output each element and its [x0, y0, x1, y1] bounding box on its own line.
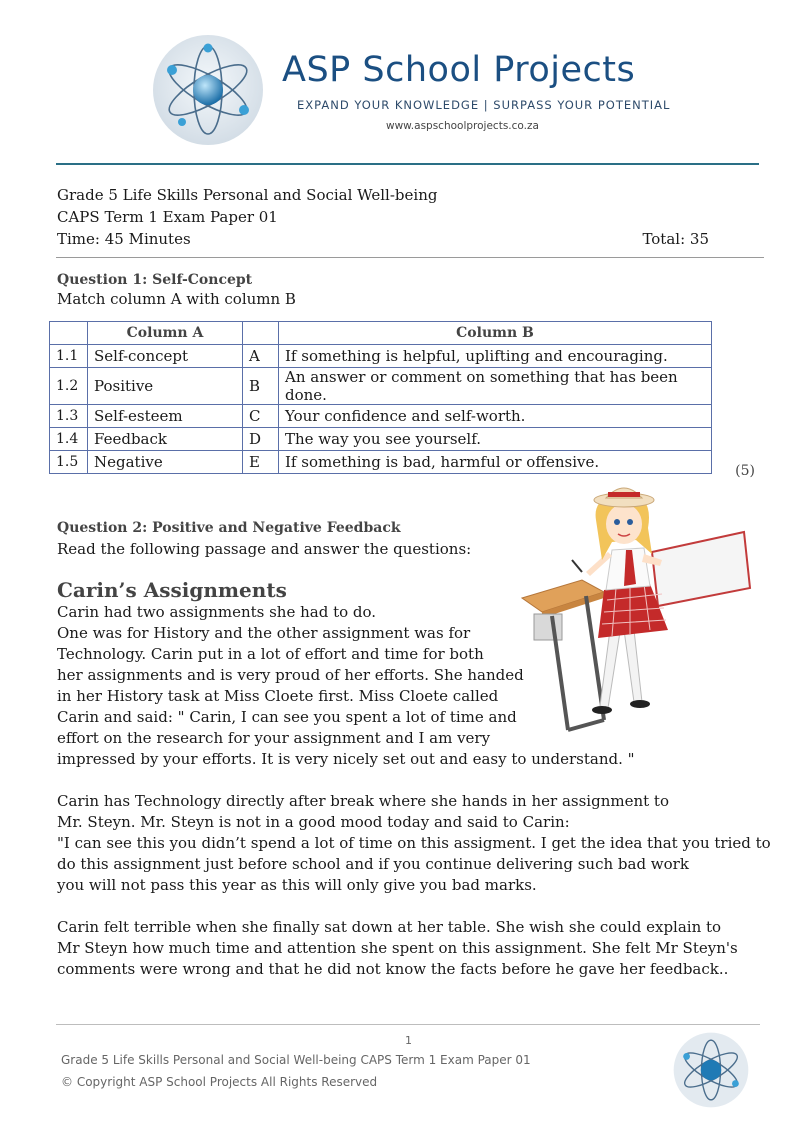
- table-row: [50, 451, 712, 474]
- footer-divider: [56, 1024, 760, 1025]
- paper-subtitle: CAPS Term 1 Exam Paper 01: [57, 208, 278, 226]
- passage-line: Carin had two assignments she had to do.: [57, 603, 377, 621]
- table-header-row: [50, 322, 712, 345]
- header-divider: [56, 163, 759, 165]
- passage-line: impressed by your efforts. It is very nicely set out and easy to understand. ": [57, 750, 635, 768]
- passage-line: do this assignment just before school and if you continue delivering such bad work: [57, 855, 689, 873]
- row-number: 1.2: [50, 368, 88, 405]
- question2-instruction: Read the following passage and answer the questions:: [57, 540, 472, 558]
- column-a-header: Column A: [88, 322, 243, 345]
- question2-heading: Question 2: Positive and Negative Feedback: [57, 520, 401, 536]
- passage-line: Carin felt terrible when she finally sat down at her table. She wish she could explain to: [57, 918, 722, 936]
- row-definition: Your confidence and self-worth.: [279, 405, 712, 428]
- brand-website: www.aspschoolprojects.co.za: [386, 120, 539, 132]
- info-divider: [56, 257, 764, 258]
- passage-line: Carin has Technology directly after break where she hands in her assignment to: [57, 792, 669, 810]
- passage-line: in her History task at Miss Cloete first. Miss Cloete called: [57, 687, 499, 705]
- row-term: Feedback: [88, 428, 243, 451]
- passage-line: Mr Steyn how much time and attention she spent on this assignment. She felt Mr Steyn's: [57, 939, 738, 957]
- row-term: Self-concept: [88, 345, 243, 368]
- matching-table: [49, 321, 712, 474]
- row-number: 1.5: [50, 451, 88, 474]
- paper-total: Total: 35: [642, 230, 709, 248]
- question1-marks: (5): [735, 463, 755, 479]
- row-definition: The way you see yourself.: [279, 428, 712, 451]
- row-term: Negative: [88, 451, 243, 474]
- row-letter: A: [243, 345, 279, 368]
- passage-line: One was for History and the other assignment was for: [57, 624, 471, 642]
- row-letter: C: [243, 405, 279, 428]
- brand-title: ASP School Projects: [282, 50, 636, 90]
- row-definition: If something is helpful, uplifting and encouraging.: [279, 345, 712, 368]
- column-b-header: Column B: [279, 322, 712, 345]
- row-term: Positive: [88, 368, 243, 405]
- atom-logo-icon: [152, 34, 264, 146]
- row-letter: B: [243, 368, 279, 405]
- paper-title: Grade 5 Life Skills Personal and Social Well-being: [57, 186, 438, 204]
- footer-title: Grade 5 Life Skills Personal and Social Well-being CAPS Term 1 Exam Paper 01: [61, 1053, 531, 1067]
- question1-heading: Question 1: Self-Concept: [57, 272, 253, 288]
- paper-time: Time: 45 Minutes: [57, 230, 191, 248]
- table-row: [50, 428, 712, 451]
- passage-line: you will not pass this year as this will only give you bad marks.: [57, 876, 537, 894]
- table-row: [50, 405, 712, 428]
- row-definition: An answer or comment on something that has been done.: [279, 368, 712, 405]
- table-header-blank: [243, 322, 279, 345]
- footer-copyright: © Copyright ASP School Projects All Rights Reserved: [61, 1075, 378, 1089]
- table-row: [50, 345, 712, 368]
- row-definition: If something is bad, harmful or offensive.: [279, 451, 712, 474]
- brand-tagline: EXPAND YOUR KNOWLEDGE | SURPASS YOUR POTENTIAL: [297, 98, 671, 112]
- question1-instruction: Match column A with column B: [57, 290, 296, 308]
- passage-line: comments were wrong and that he did not know the facts before he gave her feedback..: [57, 960, 729, 978]
- row-term: Self-esteem: [88, 405, 243, 428]
- row-number: 1.4: [50, 428, 88, 451]
- page-number: 1: [405, 1034, 412, 1047]
- passage-line: Technology. Carin put in a lot of effort and time for both: [57, 645, 484, 663]
- schoolgirl-at-desk-illustration: [512, 480, 760, 740]
- passage-line: effort on the research for your assignment and I am very: [57, 729, 491, 747]
- passage-line: her assignments and is very proud of her efforts. She handed: [57, 666, 524, 684]
- story-title: Carin’s Assignments: [57, 578, 287, 602]
- row-number: 1.1: [50, 345, 88, 368]
- passage-line: Mr. Steyn. Mr. Steyn is not in a good mood today and said to Carin:: [57, 813, 570, 831]
- row-letter: D: [243, 428, 279, 451]
- table-header-blank: [50, 322, 88, 345]
- passage-line: Carin and said: " Carin, I can see you spent a lot of time and: [57, 708, 517, 726]
- row-number: 1.3: [50, 405, 88, 428]
- atom-footer-logo-icon: [673, 1032, 749, 1108]
- row-letter: E: [243, 451, 279, 474]
- table-row: [50, 368, 712, 405]
- passage-line: "I can see this you didn’t spend a lot of time on this assigment. I get the idea that you tried to: [57, 834, 771, 852]
